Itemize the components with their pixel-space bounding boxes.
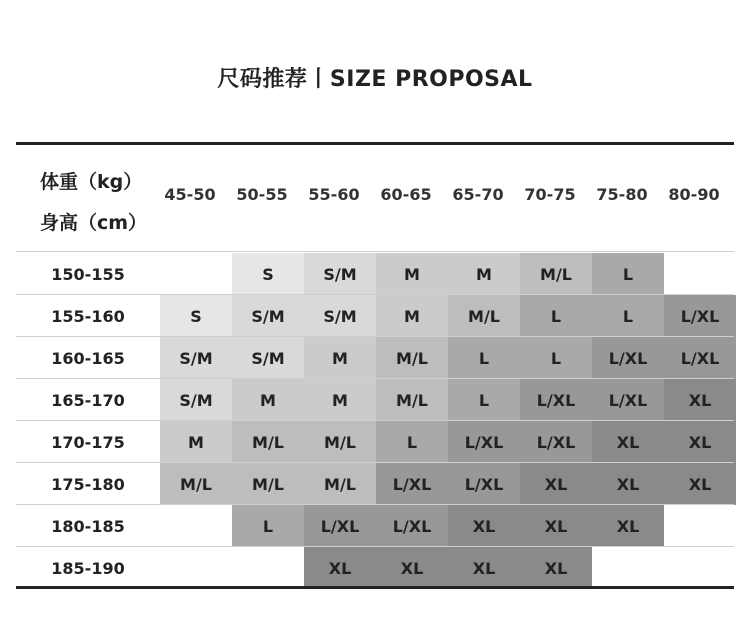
size-cell: L/XL (376, 463, 448, 505)
size-cell: S/M (232, 337, 304, 379)
size-cell: XL (520, 463, 592, 505)
size-cell: S/M (160, 337, 232, 379)
size-cell: XL (448, 505, 520, 547)
size-cell: L/XL (520, 379, 592, 421)
table-row (16, 505, 734, 547)
table-row (16, 295, 734, 337)
size-cell: M/L (232, 463, 304, 505)
size-cell: L/XL (592, 337, 664, 379)
table-row (16, 547, 734, 589)
size-cell (664, 547, 736, 589)
size-cell: L (448, 379, 520, 421)
size-cell: L (232, 505, 304, 547)
size-cell: L/XL (304, 505, 376, 547)
table-row (16, 463, 734, 505)
size-cell (664, 505, 736, 547)
size-cell: XL (592, 463, 664, 505)
size-cell: M (304, 337, 376, 379)
height-range-cell: 155-160 (51, 306, 125, 326)
table-header (16, 145, 734, 251)
size-cell: XL (520, 547, 592, 589)
table-row (16, 421, 734, 463)
size-cell: L (520, 295, 592, 337)
size-cell (232, 547, 304, 589)
size-cell: M/L (520, 253, 592, 295)
size-cell: L/XL (664, 337, 736, 379)
size-cell: L/XL (448, 421, 520, 463)
size-cell: S/M (160, 379, 232, 421)
size-cell: S (160, 295, 232, 337)
size-cell: XL (304, 547, 376, 589)
weight-range-header: 65-70 (452, 185, 504, 204)
size-cell (592, 547, 664, 589)
size-cell (160, 505, 232, 547)
size-cell: L/XL (592, 379, 664, 421)
size-cell: L (520, 337, 592, 379)
size-cell: S (232, 253, 304, 295)
size-cell: M (376, 295, 448, 337)
height-range-cell: 185-190 (51, 558, 125, 578)
weight-range-header: 50-55 (236, 185, 288, 204)
size-cell: XL (448, 547, 520, 589)
size-cell: M (232, 379, 304, 421)
size-cell: XL (592, 421, 664, 463)
size-cell (160, 547, 232, 589)
size-cell: M/L (232, 421, 304, 463)
height-range-cell: 160-165 (51, 348, 125, 368)
size-cell: L (592, 295, 664, 337)
size-cell: M (448, 253, 520, 295)
height-range-cell: 170-175 (51, 432, 125, 452)
size-cell: S/M (232, 295, 304, 337)
size-cell (160, 253, 232, 295)
size-cell: L/XL (664, 295, 736, 337)
table-row (16, 337, 734, 379)
size-cell: M (376, 253, 448, 295)
bottom-rule (16, 586, 734, 589)
size-cell: XL (592, 505, 664, 547)
table-row (16, 253, 734, 295)
size-cell: M/L (304, 421, 376, 463)
size-cell: M/L (376, 337, 448, 379)
size-cell: L/XL (448, 463, 520, 505)
weight-range-header: 45-50 (164, 185, 216, 204)
size-cell: XL (376, 547, 448, 589)
height-range-cell: 165-170 (51, 390, 125, 410)
size-cell: L/XL (376, 505, 448, 547)
size-cell: L (592, 253, 664, 295)
weight-range-header: 75-80 (596, 185, 648, 204)
size-cell: XL (664, 463, 736, 505)
size-cell: M (160, 421, 232, 463)
size-cell: XL (664, 379, 736, 421)
size-cell: XL (520, 505, 592, 547)
size-cell: L (376, 421, 448, 463)
size-cell: L (448, 337, 520, 379)
size-cell: M/L (448, 295, 520, 337)
height-range-cell: 150-155 (51, 264, 125, 284)
height-range-cell: 180-185 (51, 516, 125, 536)
page-title: 尺码推荐丨SIZE PROPOSAL (217, 67, 533, 92)
row-divider (16, 251, 734, 252)
weight-range-header: 70-75 (524, 185, 576, 204)
size-cell: XL (664, 421, 736, 463)
size-cell: M/L (160, 463, 232, 505)
size-cell: M (304, 379, 376, 421)
size-cell (664, 253, 736, 295)
weight-range-header: 80-90 (668, 185, 720, 204)
size-cell: M/L (304, 463, 376, 505)
weight-range-header: 60-65 (380, 185, 432, 204)
height-range-cell: 175-180 (51, 474, 125, 494)
weight-axis-label: 体重（kg） (40, 171, 143, 193)
size-cell: M/L (376, 379, 448, 421)
table-row (16, 379, 734, 421)
weight-range-header: 55-60 (308, 185, 360, 204)
size-cell: S/M (304, 253, 376, 295)
size-cell: S/M (304, 295, 376, 337)
height-axis-label: 身高（cm） (40, 212, 148, 234)
size-cell: L/XL (520, 421, 592, 463)
